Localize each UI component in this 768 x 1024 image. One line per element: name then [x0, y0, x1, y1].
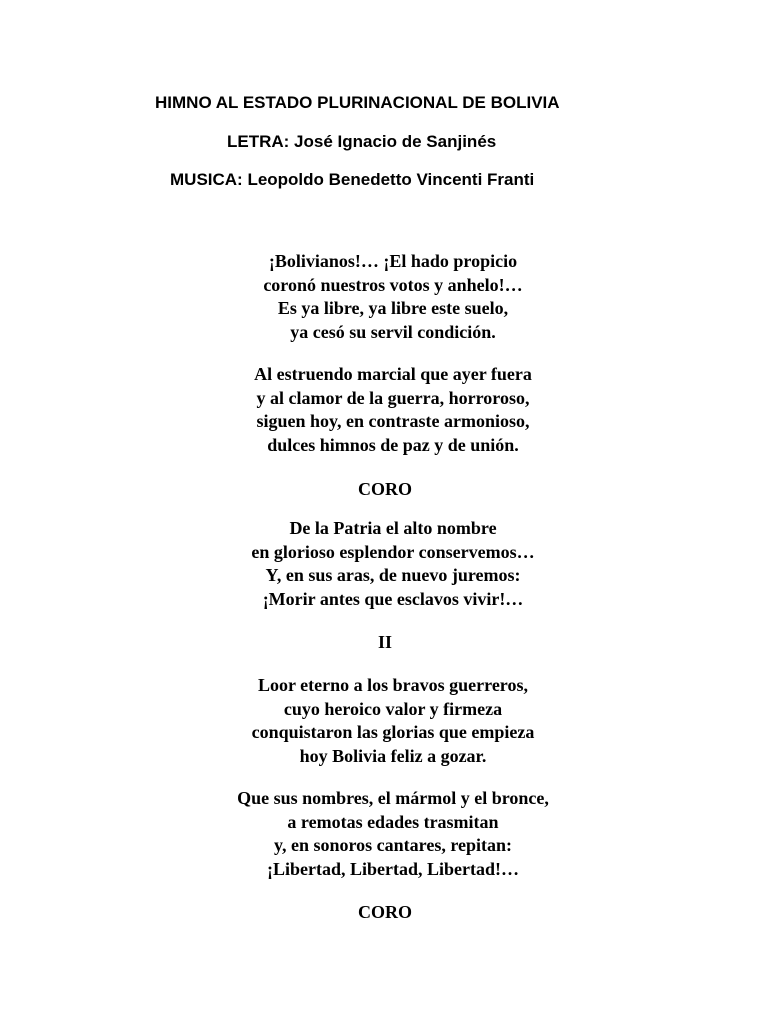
verse-line: ya cesó su servil condición.: [290, 322, 496, 343]
stanza-1: [0, 250, 768, 345]
verse-line: ¡Morir antes que esclavos vivir!…: [262, 589, 524, 610]
verse-line: siguen hoy, en contraste armonioso,: [256, 411, 530, 432]
verse-line: De la Patria el alto nombre: [289, 518, 497, 538]
verse-line: ¡Libertad, Libertad, Libertad!…: [267, 859, 519, 880]
verse-line: Y, en sus aras, de nuevo juremos:: [265, 565, 521, 586]
verse-line: Al estruendo marcial que ayer fuera: [254, 364, 532, 384]
verse-line: y, en sonoros cantares, repitan:: [273, 835, 512, 856]
stanza-3: [0, 674, 768, 769]
lyrics-credit: LETRA: José Ignacio de Sanjinés: [227, 132, 497, 151]
verse-line: coronó nuestros votos y anhelo!…: [263, 274, 523, 295]
verse-line: en glorioso esplendor conservemos…: [251, 541, 535, 562]
verse-line: Que sus nombres, el mármol y el bronce,: [237, 788, 549, 808]
chorus-heading: CORO: [358, 902, 412, 922]
chorus-stanza: [0, 517, 768, 612]
section-number-heading: II: [377, 632, 392, 652]
stanza-2: [0, 363, 768, 458]
verse-line: y al clamor de la guerra, horroroso,: [256, 387, 530, 408]
verse-line: hoy Bolivia feliz a gozar.: [299, 746, 487, 767]
verse-line: cuyo heroico valor y firmeza: [283, 698, 503, 719]
verse-line: a remotas edades trasmitan: [287, 811, 499, 832]
stanza-4: [0, 787, 768, 882]
verse-line: Es ya libre, ya libre este suelo,: [277, 298, 509, 319]
chorus-heading: CORO: [358, 479, 412, 499]
verse-line: conquistaron las glorias que empieza: [251, 722, 535, 743]
music-credit: MUSICA: Leopoldo Benedetto Vincenti Franti: [170, 170, 535, 189]
verse-line: ¡Bolivianos!… ¡El hado propicio: [268, 251, 518, 271]
verse-line: dulces himnos de paz y de unión.: [267, 435, 519, 456]
anthem-title: HIMNO AL ESTADO PLURINACIONAL DE BOLIVIA: [155, 93, 560, 112]
verse-line: Loor eterno a los bravos guerreros,: [258, 675, 528, 695]
